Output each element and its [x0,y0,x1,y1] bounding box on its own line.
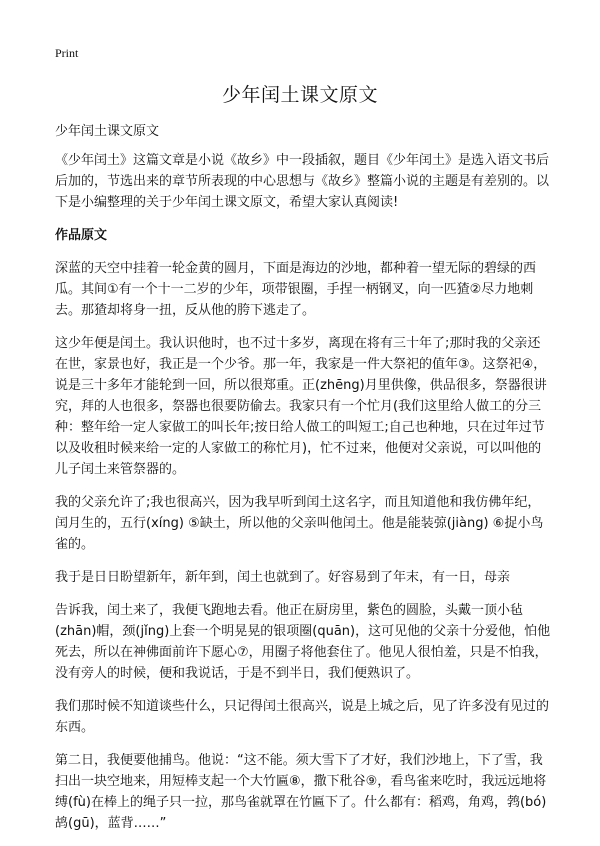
body-paragraph-4: 我于是日日盼望新年，新年到，闰土也就到了。好容易到了年末，有一日，母亲 [55,570,511,585]
body-paragraph-6: 我们那时候不知道谈些什么，只记得闰土很高兴，说是上城之后，见了许多没有见过的东西。 [55,699,550,735]
body-paragraph-3: 我的父亲允许了;我也很高兴，因为我早听到闰土这名字，而且知道他和我仿佛年纪，闰月生的，五行(xíng) ⑤缺土，所以他的父亲叫他闰土。他是能装弶(jiàng) ⑥捉小鸟雀的。 [55,495,544,552]
body-paragraph-7: 第二日，我便要他捕鸟。他说：“这不能。须大雪下了才好，我们沙地上，下了雪，我扫出一块空地来，用短棒支起一个大竹匾⑧，撒下秕谷⑨，看鸟雀来吃时，我远远地将缚(fù)在棒上的绳子只一拉，那鸟雀就罩在竹匾下了。什么都有：稻鸡，角鸡，鹁(bó)鸪(gū)，蓝背……” [55,753,547,831]
body-paragraph-1: 深蓝的天空中挂着一轮金黄的圆月，下面是海边的沙地，都种着一望无际的碧绿的西瓜。其间①有一个十一二岁的少年，项带银圈，手捏一柄钢叉，向一匹猹②尽力地刺去。那猹却将身一扭，反从他的胯下逃走了。 [55,261,537,318]
article-body [55,150,552,846]
body-paragraph-2: 这少年便是闰土。我认识他时，也不过十多岁，离现在将有三十年了;那时我的父亲还在世，家景也好，我正是一个少爷。那一年，我家是一件大祭祀的值年③。这祭祀④，说是三十多年才能轮到一回，所以很郑重。正(zhēng)月里供像，供品很多，祭器很讲究，拜的人也很多，祭器也很要防偷去。我家只有一个忙月(我们这里给人做工的分三种：整年给一定人家做工的叫长年;按日给人做工的叫短工;自己也种地，只在过年过节以及收租时候来给一定的人家做工的称忙月)，忙不过来，他便对父亲说，可以叫他的儿子闰土来管祭器的。 [55,336,547,477]
section-heading: 作品原文 [55,228,108,243]
document-subtitle: 少年闰土课文原文 [55,124,160,139]
intro-paragraph: 《少年闰土》这篇文章是小说《故乡》中一段插叙，题目《少年闰土》是选入语文书后后加的，节选出来的章节所表现的中心思想与《故乡》整篇小说的主题是有差别的。以下是小编整理的关于少年闰土课文原文，希望大家认真阅读! [55,153,550,210]
body-paragraph-5: 告诉我，闰土来了，我便飞跑地去看。他正在厨房里，紫色的圆脸，头戴一顶小毡(zhān)帽，颈(jǐng)上套一个明晃晃的银项圈(quān)，这可见他的父亲十分爱他，怕他死去，所以在神佛面前许下愿心⑦，用圈子将他套住了。他见人很怕羞，只是不怕我，没有旁人的时候，便和我说话，于是不到半日，我们便熟识了。 [55,603,551,681]
page-title: 少年闰土课文原文 [221,84,378,106]
print-link[interactable]: Print [55,46,79,60]
